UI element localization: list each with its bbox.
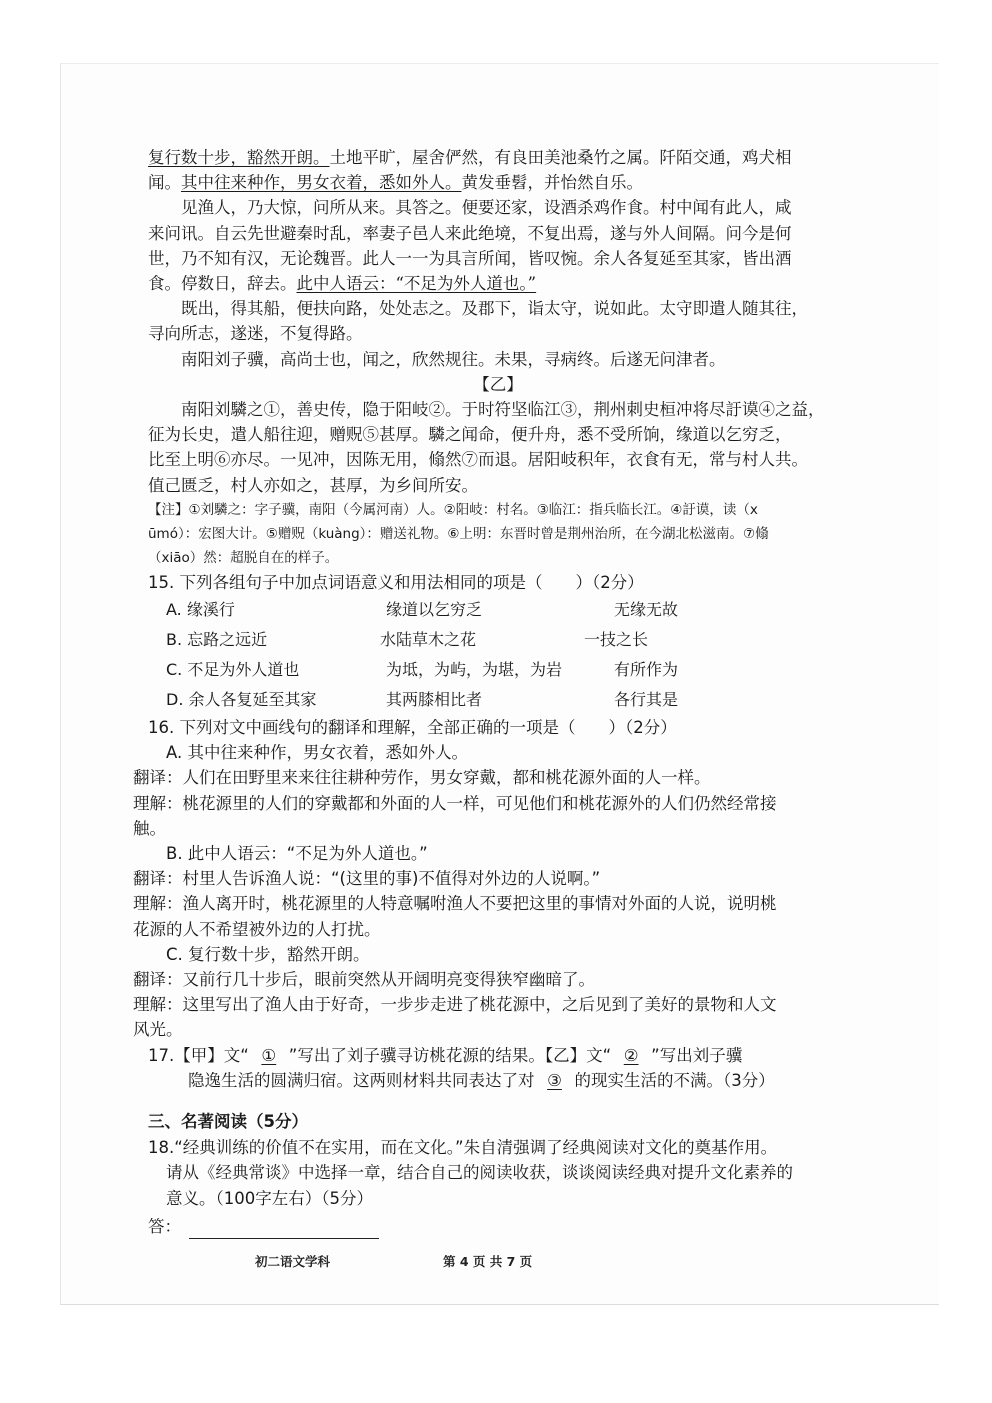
footer-page-number: 第 4 页 共 7 页 bbox=[443, 1254, 533, 1269]
question-stem: 16. 下列对文中画线句的翻译和理解，全部正确的一项是（ ）（2分） bbox=[148, 718, 677, 738]
option-text: 为坻，为屿，为堪，为岩 bbox=[386, 660, 563, 680]
option-a[interactable] bbox=[148, 595, 848, 625]
question-18-stem: 请从《经典常谈》中选择一章，结合自己的阅读收获，谈谈阅读经典对提升文化素养的 bbox=[166, 1163, 793, 1183]
footer-subject: 初二语文学科 bbox=[255, 1254, 331, 1269]
annotation-notes bbox=[148, 498, 848, 570]
question-text: 隐逸生活的圆满归宿。这两则材料共同表达了对 bbox=[188, 1070, 535, 1090]
passage-line bbox=[148, 271, 848, 296]
option-text: 一技之长 bbox=[584, 630, 649, 650]
translation-text: 翻译：村里人告诉渔人说：“(这里的事)不值得对外边的人说啊。” bbox=[133, 869, 601, 889]
translation-text: 翻译：又前行几十步后，眼前突然从开阔明亮变得狭窄幽暗了。 bbox=[133, 970, 595, 990]
option-c[interactable] bbox=[148, 655, 848, 685]
section-title: 三、名著阅读（5分） bbox=[148, 1112, 308, 1132]
understanding-text: 触。 bbox=[133, 818, 166, 838]
passage-yi-title: 【乙】 bbox=[473, 374, 523, 394]
option-b[interactable]: B. 此中人语云：“不足为外人道也。” bbox=[166, 844, 428, 864]
option-text: 无缘无故 bbox=[614, 600, 679, 620]
option-text: 水陆草木之花 bbox=[380, 630, 477, 650]
passage-line bbox=[148, 145, 848, 170]
option-d[interactable] bbox=[148, 685, 848, 715]
passage-line: 世，乃不知有汉，无论魏晋。此人一一为具言所闻，皆叹惋。余人各复延至其家，皆出酒 bbox=[148, 248, 792, 268]
option-a[interactable]: A. 其中往来种作，男女衣着，悉如外人。 bbox=[166, 743, 468, 763]
option-b[interactable] bbox=[148, 625, 848, 655]
understanding-text: 理解：这里写出了渔人由于好奇，一步步走进了桃花源中，之后见到了美好的景物和人文 bbox=[133, 995, 777, 1015]
understanding-text: 花源的人不希望被外边的人打扰。 bbox=[133, 919, 381, 939]
passage-line: 见渔人，乃大惊，问所从来。具答之。便要还家，设酒杀鸡作食。村中闻有此人，咸 bbox=[181, 198, 792, 218]
question-text: 的现实生活的不满。（3分） bbox=[574, 1070, 775, 1090]
exam-content bbox=[133, 145, 848, 1239]
answer-line[interactable] bbox=[189, 1220, 379, 1239]
question-18-stem: 意义。（100字左右）（5分） bbox=[166, 1188, 373, 1208]
question-16 bbox=[133, 715, 848, 1043]
passage-text: 土地平旷，屋舍俨然，有良田美池桑竹之属。阡陌交通，鸡犬相 bbox=[329, 148, 792, 167]
passage-line: 值己匮乏，村人亦如之，甚厚，为乡间所安。 bbox=[148, 475, 478, 495]
passage-yi bbox=[148, 372, 848, 498]
option-text: 其两膝相比者 bbox=[386, 690, 483, 710]
understanding-text: 风光。 bbox=[133, 1020, 183, 1040]
passage-line: 征为长史，遣人船往迎，赠贶⑤甚厚。驎之闻命，便升舟，悉不受所饷，缘道以乞穷乏， bbox=[148, 425, 792, 445]
passage-text: 黄发垂髫，并怡然自乐。 bbox=[461, 173, 643, 193]
question-line bbox=[148, 1068, 848, 1093]
option-c[interactable]: C. 复行数十步，豁然开朗。 bbox=[166, 944, 370, 964]
understanding-text: 理解：桃花源里的人们的穿戴都和外面的人一样，可见他们和桃花源外的人们仍然经常接 bbox=[133, 793, 777, 813]
translation-text: 翻译：人们在田野里来来往往耕种劳作，男女穿戴，都和桃花源外面的人一样。 bbox=[133, 768, 711, 788]
question-text: ”写出了刘子骥寻访桃花源的结果。【乙】文“ bbox=[288, 1045, 612, 1065]
question-17 bbox=[148, 1043, 848, 1093]
passage-text: 闻。 bbox=[148, 173, 181, 193]
question-line bbox=[148, 1043, 848, 1068]
underlined-sentence: 此中人语云：“不足为外人道也。” bbox=[296, 274, 537, 294]
section-3 bbox=[148, 1109, 848, 1239]
question-15 bbox=[148, 570, 848, 715]
fill-blank-1[interactable]: ① bbox=[261, 1045, 277, 1065]
question-stem: 15. 下列各组句子中加点词语意义和用法相同的项是（ ）（2分） bbox=[148, 572, 644, 592]
underlined-sentence: 复行数十步，豁然开朗。 bbox=[148, 148, 330, 167]
question-text: 17.【甲】文“ bbox=[148, 1045, 249, 1065]
question-18-stem: 18.“经典训练的价值不在实用，而在文化。”朱自清强调了经典阅读对文化的奠基作用。 bbox=[148, 1138, 778, 1158]
note-line: ūmó）：宏图大计。⑤赠贶（kuàng）：赠送礼物。⑥上明：东晋时曾是荆州治所，在今湖北松滋南。⑦翛 bbox=[148, 525, 769, 542]
answer-label: 答： bbox=[148, 1216, 181, 1236]
answer-row bbox=[148, 1214, 848, 1239]
passage-jia bbox=[148, 145, 848, 372]
option-label: A. 缘溪行 bbox=[166, 600, 235, 620]
option-text: 各行其是 bbox=[614, 690, 679, 710]
passage-line: 比至上明⑥亦尽。一见冲，因陈无用，翛然⑦而退。居阳岐积年，衣食有无，常与村人共。 bbox=[148, 450, 808, 470]
understanding-text: 理解：渔人离开时，桃花源里的人特意嘱咐渔人不要把这里的事情对外面的人说，说明桃 bbox=[133, 894, 777, 914]
passage-text: 食。停数日，辞去。 bbox=[148, 274, 297, 294]
fill-blank-2[interactable]: ② bbox=[623, 1045, 639, 1065]
option-text: 有所作为 bbox=[614, 660, 679, 680]
option-label: C. 不足为外人道也 bbox=[166, 660, 300, 680]
passage-line: 南阳刘子骥，高尚士也，闻之，欣然规往。未果，寻病终。后遂无问津者。 bbox=[181, 349, 726, 369]
passage-line: 寻向所志，遂迷，不复得路。 bbox=[148, 324, 363, 344]
question-text: ”写出刘子骥 bbox=[651, 1045, 743, 1065]
underlined-sentence: 其中往来种作，男女衣着，悉如外人。 bbox=[181, 173, 462, 193]
option-label: D. 余人各复延至其家 bbox=[166, 690, 317, 710]
passage-line: 来问讯。自云先世避秦时乱，率妻子邑人来此绝境，不复出焉，遂与外人间隔。问今是何 bbox=[148, 223, 792, 243]
passage-line bbox=[148, 170, 848, 195]
passage-line: 既出，得其船，便扶向路，处处志之。及郡下，诣太守，说如此。太守即遣人随其往， bbox=[181, 299, 808, 319]
option-label: B. 忘路之远近 bbox=[166, 630, 268, 650]
passage-line: 南阳刘驎之①，善史传，隐于阳岐②。于时符坚临江③，荆州刺史桓冲将尽訏谟④之益， bbox=[181, 400, 825, 420]
fill-blank-3[interactable]: ③ bbox=[547, 1070, 562, 1090]
option-text: 缘道以乞穷乏 bbox=[386, 600, 483, 620]
note-line: 【注】①刘驎之：字子骥，南阳（今属河南）人。②阳岐：村名。③临江：指兵临长江。④訏谟，读（x bbox=[148, 501, 758, 518]
note-line: （xiāo）然：超脱自在的样子。 bbox=[148, 549, 339, 566]
